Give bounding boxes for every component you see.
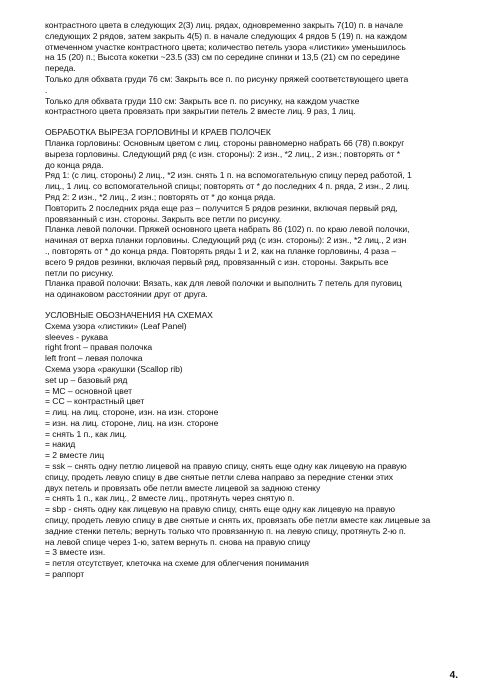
legend-line: спицу, продеть левую спицу в две снятые петли слева направо за передние стенки этих — [45, 471, 393, 482]
legend-line: Схема узора «листики» (Leaf Panel) — [45, 320, 187, 331]
text-line: до конца ряда. — [45, 159, 104, 170]
text-line: Планка горловины: Основным цветом с лиц. стороны равномерно набрать 66 (78) п.вокруг — [45, 137, 405, 148]
text-line: Ряд 1: (с лиц. стороны) 2 лиц., *2 изн. снять 1 п. на вспомогательную спицу перед работой, 1 — [45, 170, 412, 181]
text-line: провязанный с изн. стороны. Закрыть все петли по рисунку. — [45, 213, 282, 224]
legend-section-body — [45, 321, 470, 580]
legend-line: right front – правая полочка — [45, 342, 153, 353]
legend-line: = раппорт — [45, 569, 85, 580]
text-line: Ряд 2: 2 изн., *2 лиц., 2 изн.; повторять от * до конца ряда. — [45, 191, 276, 202]
text-line: ., повторять от * до конца ряда. Повторять ряды 1 и 2, как на планке горловины, 4 раза – — [45, 245, 397, 256]
text-line: на 15 (20) п.; Высота кокетки ~23.5 (33) см по середине спинки и 13,5 (21) см по середине — [45, 52, 400, 63]
legend-line: = МС – основной цвет — [45, 385, 133, 396]
text-line: контрастного цвета в следующих 2(3) лиц. рядах, одновременно закрыть 7(10) п. в начале — [45, 20, 403, 30]
legend-line: = снять 1 п., как лиц., 2 вместе лиц., протянуть через снятую п. — [45, 493, 295, 504]
text-line: Только для обхвата груди 76 см: Закрыть все п. по рисунку пряжей соответствующего цвета — [45, 73, 409, 84]
text-line: Планка левой полочки. Пряжей основного цвета набрать 86 (102) п. по краю левой полочки, — [45, 224, 410, 235]
legend-line: = 3 вместе изн. — [45, 547, 106, 558]
neck-section-heading: ОБРАБОТКА ВЫРЕЗА ГОРЛОВИНЫ И КРАЕВ ПОЛОЧЕК — [45, 127, 271, 138]
text-line: петли по рисунку. — [45, 267, 114, 278]
text-line: следующих 2 рядов, затем закрыть 4(5) п. в начале следующих 4 рядов 5 (19) п. на каждом — [45, 30, 407, 41]
page-content — [45, 20, 470, 580]
intro-section — [45, 20, 470, 117]
text-line: всего 9 рядов резинки, включая первый ряд, провязанный с изн. стороны. Закрыть все — [45, 256, 389, 267]
legend-line: = лиц. на лиц. стороне, изн. на изн. стороне — [45, 407, 219, 418]
legend-line: = ssk – снять одну петлю лицевой на правую спицу, снять еще одну как лицевую на правую — [45, 461, 407, 472]
legend-line: = снять 1 п., как лиц. — [45, 428, 127, 439]
text-line: отмеченном участке контрастного цвета; количество петель узора «листики» уменьшилось — [45, 41, 406, 52]
text-line: Планка правой полочки: Вязать, как для левой полочки и выполнить 7 петель для пуговиц — [45, 278, 402, 289]
text-line: выреза горловины. Следующий ряд (с изн. стороны): 2 изн., *2 лиц., 2 изн.; повторять от * — [45, 148, 401, 159]
legend-line: = sbp - снять одну как лицевую на правую спицу, снять еще одну как лицевую на правую — [45, 504, 396, 515]
legend-section-heading: УСЛОВНЫЕ ОБОЗНАЧЕНИЯ НА СХЕМАХ — [45, 309, 213, 320]
legend-line: = СС – контрастный цвет — [45, 396, 145, 407]
legend-line: = 2 вместе лиц — [45, 450, 105, 461]
neck-section-body — [45, 138, 470, 300]
legend-line: = изн. на лиц. стороне, лиц. на изн. стороне — [45, 417, 219, 428]
text-line: на одинаковом расстоянии друг от друга. — [45, 289, 208, 300]
legend-line: sleeves - рукава — [45, 331, 108, 342]
text-line: лиц., 1 лиц. со вспомогательной спицы; повторять от * до последних 4 п. ряда, 2 изн., 2 лиц. — [45, 181, 410, 192]
text-line: Только для обхвата груди 110 см: Закрыть все п. по рисунку, на каждом участке — [45, 95, 360, 106]
legend-line: Схема узора «ракушки (Scallop rib) — [45, 363, 183, 374]
page-number: 4. — [449, 670, 458, 681]
text-line: начиная от верха планки горловины. Следующий ряд (с изн. стороны): 2 изн., *2 лиц., 2 изн — [45, 235, 407, 246]
legend-line: set up – базовый ряд — [45, 374, 128, 385]
legend-line: спицу, продеть левую спицу в две снятые и снять их, провязать обе петли вместе как лицевые за — [45, 515, 431, 526]
legend-line: left front – левая полочка — [45, 353, 143, 364]
text-line: переда. — [45, 63, 76, 74]
legend-line: = петля отсутствует, клеточка на схеме для облегчения понимания — [45, 558, 309, 569]
text-line: контрастного цвета провязать при закрытии петель 2 вместе лиц. 9 раз, 1 лиц. — [45, 106, 356, 117]
text-line: Повторить 2 последних ряда еще раз – получится 5 рядов резинки, включая первый ряд, — [45, 202, 398, 213]
legend-line: задние стенки петель; вернуть только что провязанную п. на левую спицу, протянуть 2-ю п. — [45, 525, 406, 536]
legend-line: двух петель и провязать обе петли вместе лицевой за заднюю стенку — [45, 482, 321, 493]
legend-line: на левой спице через 1-ю, затем вернуть п. снова на правую спицу — [45, 536, 311, 547]
legend-line: = накид — [45, 439, 76, 450]
text-line: . — [45, 84, 48, 95]
